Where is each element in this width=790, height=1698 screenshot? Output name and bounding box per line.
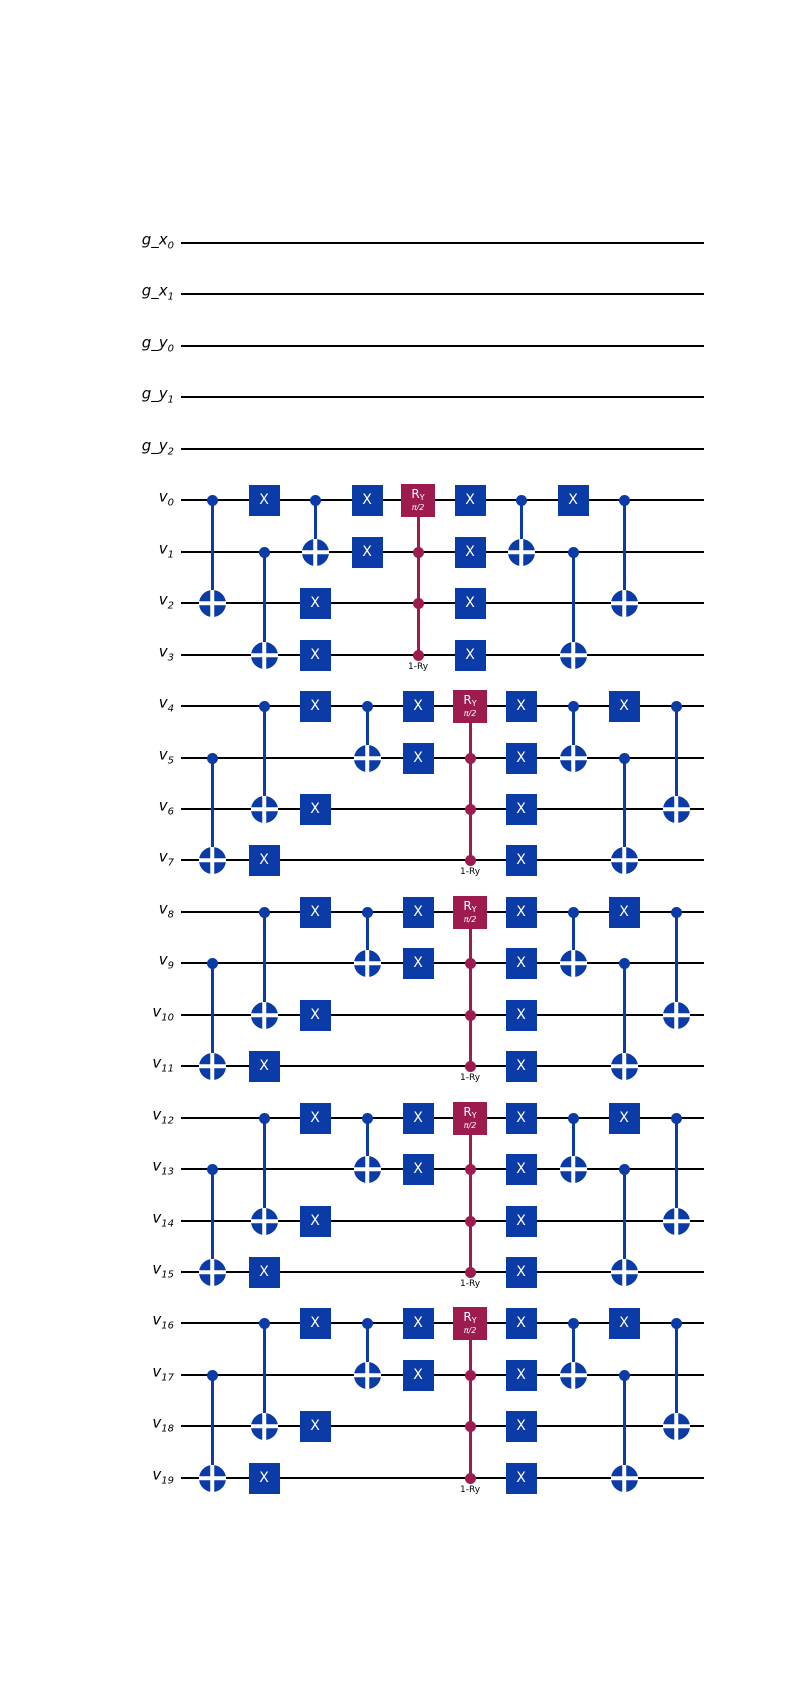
cx-control-dot [259, 547, 270, 558]
cnot-target [354, 950, 381, 977]
cx-connector [263, 912, 266, 1015]
x-gate: X [403, 1103, 434, 1134]
x-gate: X [506, 1206, 537, 1237]
cry-annotation: 1-Ry [407, 662, 429, 672]
cnot-target-plus-horizontal [611, 858, 638, 862]
cnot-target [663, 1413, 690, 1440]
cnot-target-plus-horizontal [199, 1270, 226, 1274]
cry-control-dot [465, 1267, 476, 1278]
x-gate: X [506, 897, 537, 928]
cx-connector [211, 1375, 214, 1478]
x-gate: X [403, 743, 434, 774]
x-gate: X [300, 640, 331, 671]
cx-control-dot [568, 907, 579, 918]
cx-control-dot [259, 907, 270, 918]
x-gate: X [403, 1154, 434, 1185]
x-gate: X [455, 588, 486, 619]
x-gate: X [506, 743, 537, 774]
cry-annotation: 1-Ry [459, 1485, 481, 1495]
cx-control-dot [671, 907, 682, 918]
wire-line-g_x_1 [181, 293, 704, 295]
cx-connector [675, 1323, 678, 1426]
ry-gate: $R_Y$ π/2 [453, 690, 487, 723]
x-gate: X [506, 794, 537, 825]
cry-control-dot [465, 1370, 476, 1381]
cnot-target-plus-horizontal [663, 1424, 690, 1428]
wire-label-v_16: $v_{16}$ [152, 1310, 174, 1332]
cx-connector [263, 552, 266, 655]
cnot-target [251, 1413, 278, 1440]
cry-control-dot [413, 650, 424, 661]
cx-control-dot [568, 1318, 579, 1329]
x-gate: X [249, 1257, 280, 1288]
cnot-target-plus-horizontal [354, 961, 381, 965]
x-gate: X [506, 1411, 537, 1442]
cnot-target-plus-horizontal [199, 1064, 226, 1068]
cnot-target [354, 745, 381, 772]
cx-connector [211, 758, 214, 860]
cx-control-dot [207, 1164, 218, 1175]
cx-control-dot [207, 495, 218, 506]
x-gate: X [249, 485, 280, 516]
x-gate: X [403, 897, 434, 928]
cnot-target [663, 796, 690, 823]
x-gate: X [506, 1463, 537, 1494]
cx-control-dot [671, 1113, 682, 1124]
cry-annotation: 1-Ry [459, 1279, 481, 1289]
wire-label-v_2: $v_2$ [158, 590, 174, 612]
x-gate: X [300, 794, 331, 825]
cnot-target-plus-horizontal [560, 653, 587, 657]
cnot-target-plus-horizontal [199, 858, 226, 862]
x-gate: X [300, 691, 331, 722]
cnot-target-plus-horizontal [663, 1219, 690, 1223]
wire-label-g_y_2: $g\_y_2$ [141, 436, 174, 458]
x-gate: X [506, 1360, 537, 1391]
cnot-target-plus-horizontal [251, 1424, 278, 1428]
cry-connector [469, 912, 472, 1066]
wire-label-g_y_0: $g\_y_0$ [141, 333, 174, 355]
cnot-target [611, 1465, 638, 1492]
cnot-target [560, 642, 587, 669]
cnot-target [560, 950, 587, 977]
wire-label-v_3: $v_3$ [158, 642, 174, 664]
cx-connector [572, 552, 575, 655]
x-gate: X [506, 1154, 537, 1185]
x-gate: X [506, 1308, 537, 1339]
cnot-target [560, 1156, 587, 1183]
cnot-target-plus-horizontal [251, 807, 278, 811]
cnot-target [251, 1208, 278, 1235]
cry-annotation: 1-Ry [459, 867, 481, 877]
x-gate: X [403, 1360, 434, 1391]
wire-label-g_x_0: $g\_x_0$ [141, 230, 174, 252]
cx-control-dot [259, 1113, 270, 1124]
x-gate: X [506, 845, 537, 876]
cnot-target [354, 1362, 381, 1389]
cnot-target [251, 796, 278, 823]
wire-label-v_12: $v_{12}$ [152, 1105, 174, 1127]
cx-connector [623, 500, 626, 603]
cx-control-dot [568, 701, 579, 712]
cx-control-dot [516, 495, 527, 506]
x-gate: X [506, 691, 537, 722]
cx-connector [675, 912, 678, 1015]
cry-control-dot [465, 1216, 476, 1227]
x-gate: X [300, 897, 331, 928]
ry-gate: $R_Y$ π/2 [453, 1102, 487, 1135]
cry-control-dot [465, 1010, 476, 1021]
cx-control-dot [310, 495, 321, 506]
cx-control-dot [671, 701, 682, 712]
cx-control-dot [362, 1318, 373, 1329]
x-gate: X [300, 588, 331, 619]
cnot-target [611, 1259, 638, 1286]
cnot-target-plus-horizontal [199, 1476, 226, 1480]
cnot-target [251, 1002, 278, 1029]
cnot-target-plus-horizontal [354, 756, 381, 760]
cx-control-dot [619, 753, 630, 764]
cry-control-dot [413, 598, 424, 609]
ry-gate: $R_Y$ π/2 [453, 1307, 487, 1340]
cry-connector [469, 1118, 472, 1272]
x-gate: X [455, 537, 486, 568]
cnot-target-plus-horizontal [611, 1476, 638, 1480]
x-gate: X [403, 948, 434, 979]
x-gate: X [558, 485, 589, 516]
x-gate: X [609, 1103, 640, 1134]
wire-label-v_7: $v_7$ [158, 847, 174, 869]
cx-control-dot [619, 1164, 630, 1175]
x-gate: X [455, 485, 486, 516]
cnot-target-plus-horizontal [302, 550, 329, 554]
x-gate: X [249, 845, 280, 876]
cnot-target [199, 1259, 226, 1286]
x-gate: X [506, 1103, 537, 1134]
cnot-target-plus-horizontal [251, 1219, 278, 1223]
cry-control-dot [465, 1061, 476, 1072]
cx-connector [675, 1118, 678, 1221]
cry-control-dot [465, 1421, 476, 1432]
cnot-target [663, 1002, 690, 1029]
x-gate: X [455, 640, 486, 671]
cx-control-dot [259, 1318, 270, 1329]
cnot-target [611, 1053, 638, 1080]
cx-control-dot [259, 701, 270, 712]
cx-control-dot [619, 495, 630, 506]
cnot-target [611, 847, 638, 874]
cx-connector [211, 963, 214, 1066]
x-gate: X [506, 1257, 537, 1288]
cry-control-dot [465, 1164, 476, 1175]
cx-connector [623, 1375, 626, 1478]
cx-connector [263, 1323, 266, 1426]
cnot-target [560, 745, 587, 772]
cnot-target-plus-horizontal [611, 601, 638, 605]
cx-connector [623, 1169, 626, 1272]
cx-connector [263, 706, 266, 809]
wire-label-v_4: $v_4$ [158, 693, 174, 715]
wire-label-v_8: $v_8$ [158, 899, 174, 921]
cnot-target [611, 590, 638, 617]
x-gate: X [249, 1463, 280, 1494]
cry-connector [469, 706, 472, 860]
cx-control-dot [207, 753, 218, 764]
x-gate: X [609, 1308, 640, 1339]
x-gate: X [609, 897, 640, 928]
cnot-target [508, 539, 535, 566]
x-gate: X [300, 1206, 331, 1237]
wire-label-v_0: $v_0$ [158, 487, 174, 509]
cnot-target-plus-horizontal [611, 1270, 638, 1274]
cnot-target-plus-horizontal [354, 1373, 381, 1377]
wire-label-v_19: $v_{19}$ [152, 1465, 174, 1487]
x-gate: X [300, 1000, 331, 1031]
cx-control-dot [568, 1113, 579, 1124]
cnot-target [199, 1465, 226, 1492]
x-gate: X [403, 1308, 434, 1339]
cx-control-dot [207, 958, 218, 969]
cx-connector [623, 758, 626, 860]
cnot-target-plus-horizontal [251, 653, 278, 657]
wire-label-v_17: $v_{17}$ [152, 1362, 174, 1384]
wire-label-v_14: $v_{14}$ [152, 1208, 174, 1230]
wire-label-g_y_1: $g\_y_1$ [141, 384, 174, 406]
cry-control-dot [465, 804, 476, 815]
cnot-target [302, 539, 329, 566]
cx-control-dot [362, 701, 373, 712]
cry-control-dot [465, 855, 476, 866]
cry-control-dot [465, 1473, 476, 1484]
cnot-target-plus-horizontal [560, 1167, 587, 1171]
cnot-target [199, 847, 226, 874]
cnot-target-plus-horizontal [199, 601, 226, 605]
cx-control-dot [362, 1113, 373, 1124]
wire-line-g_x_0 [181, 242, 704, 244]
wire-line-g_y_1 [181, 396, 704, 398]
cnot-target [199, 1053, 226, 1080]
ry-gate: $R_Y$ π/2 [453, 896, 487, 929]
wire-label-v_1: $v_1$ [158, 539, 174, 561]
wire-label-v_13: $v_{13}$ [152, 1156, 174, 1178]
cx-control-dot [619, 958, 630, 969]
wire-label-v_6: $v_6$ [158, 796, 174, 818]
wire-label-v_10: $v_{10}$ [152, 1002, 174, 1024]
x-gate: X [506, 1000, 537, 1031]
cnot-target-plus-horizontal [354, 1167, 381, 1171]
x-gate: X [506, 948, 537, 979]
cx-connector [263, 1118, 266, 1221]
wire-label-v_9: $v_9$ [158, 950, 174, 972]
wire-line-g_y_2 [181, 448, 704, 450]
x-gate: X [249, 1051, 280, 1082]
cx-control-dot [207, 1370, 218, 1381]
x-gate: X [403, 691, 434, 722]
cx-control-dot [568, 547, 579, 558]
cry-annotation: 1-Ry [459, 1073, 481, 1083]
x-gate: X [506, 1051, 537, 1082]
wire-label-v_18: $v_{18}$ [152, 1413, 174, 1435]
wire-label-v_11: $v_{11}$ [152, 1053, 174, 1075]
cx-control-dot [671, 1318, 682, 1329]
cry-control-dot [465, 958, 476, 969]
ry-gate: $R_Y$ π/2 [401, 484, 435, 517]
x-gate: X [300, 1308, 331, 1339]
cry-connector [469, 1323, 472, 1478]
cry-control-dot [413, 547, 424, 558]
cnot-target-plus-horizontal [560, 961, 587, 965]
cx-connector [623, 963, 626, 1066]
cnot-target [251, 642, 278, 669]
x-gate: X [352, 537, 383, 568]
cx-connector [675, 706, 678, 809]
cx-connector [211, 1169, 214, 1272]
cnot-target [199, 590, 226, 617]
cnot-target-plus-horizontal [560, 1373, 587, 1377]
cnot-target [560, 1362, 587, 1389]
wire-line-g_y_0 [181, 345, 704, 347]
wire-label-v_15: $v_{15}$ [152, 1259, 174, 1281]
cx-control-dot [362, 907, 373, 918]
cnot-target [354, 1156, 381, 1183]
cry-connector [417, 500, 420, 655]
x-gate: X [609, 691, 640, 722]
cnot-target-plus-horizontal [251, 1013, 278, 1017]
cnot-target-plus-horizontal [663, 807, 690, 811]
x-gate: X [300, 1411, 331, 1442]
cnot-target-plus-horizontal [508, 550, 535, 554]
cnot-target [663, 1208, 690, 1235]
cnot-target-plus-horizontal [611, 1064, 638, 1068]
wire-label-v_5: $v_5$ [158, 745, 174, 767]
cx-control-dot [619, 1370, 630, 1381]
x-gate: X [300, 1103, 331, 1134]
cnot-target-plus-horizontal [663, 1013, 690, 1017]
x-gate: X [352, 485, 383, 516]
cnot-target-plus-horizontal [560, 756, 587, 760]
cx-connector [211, 500, 214, 603]
wire-label-g_x_1: $g\_x_1$ [141, 281, 174, 303]
cry-control-dot [465, 753, 476, 764]
